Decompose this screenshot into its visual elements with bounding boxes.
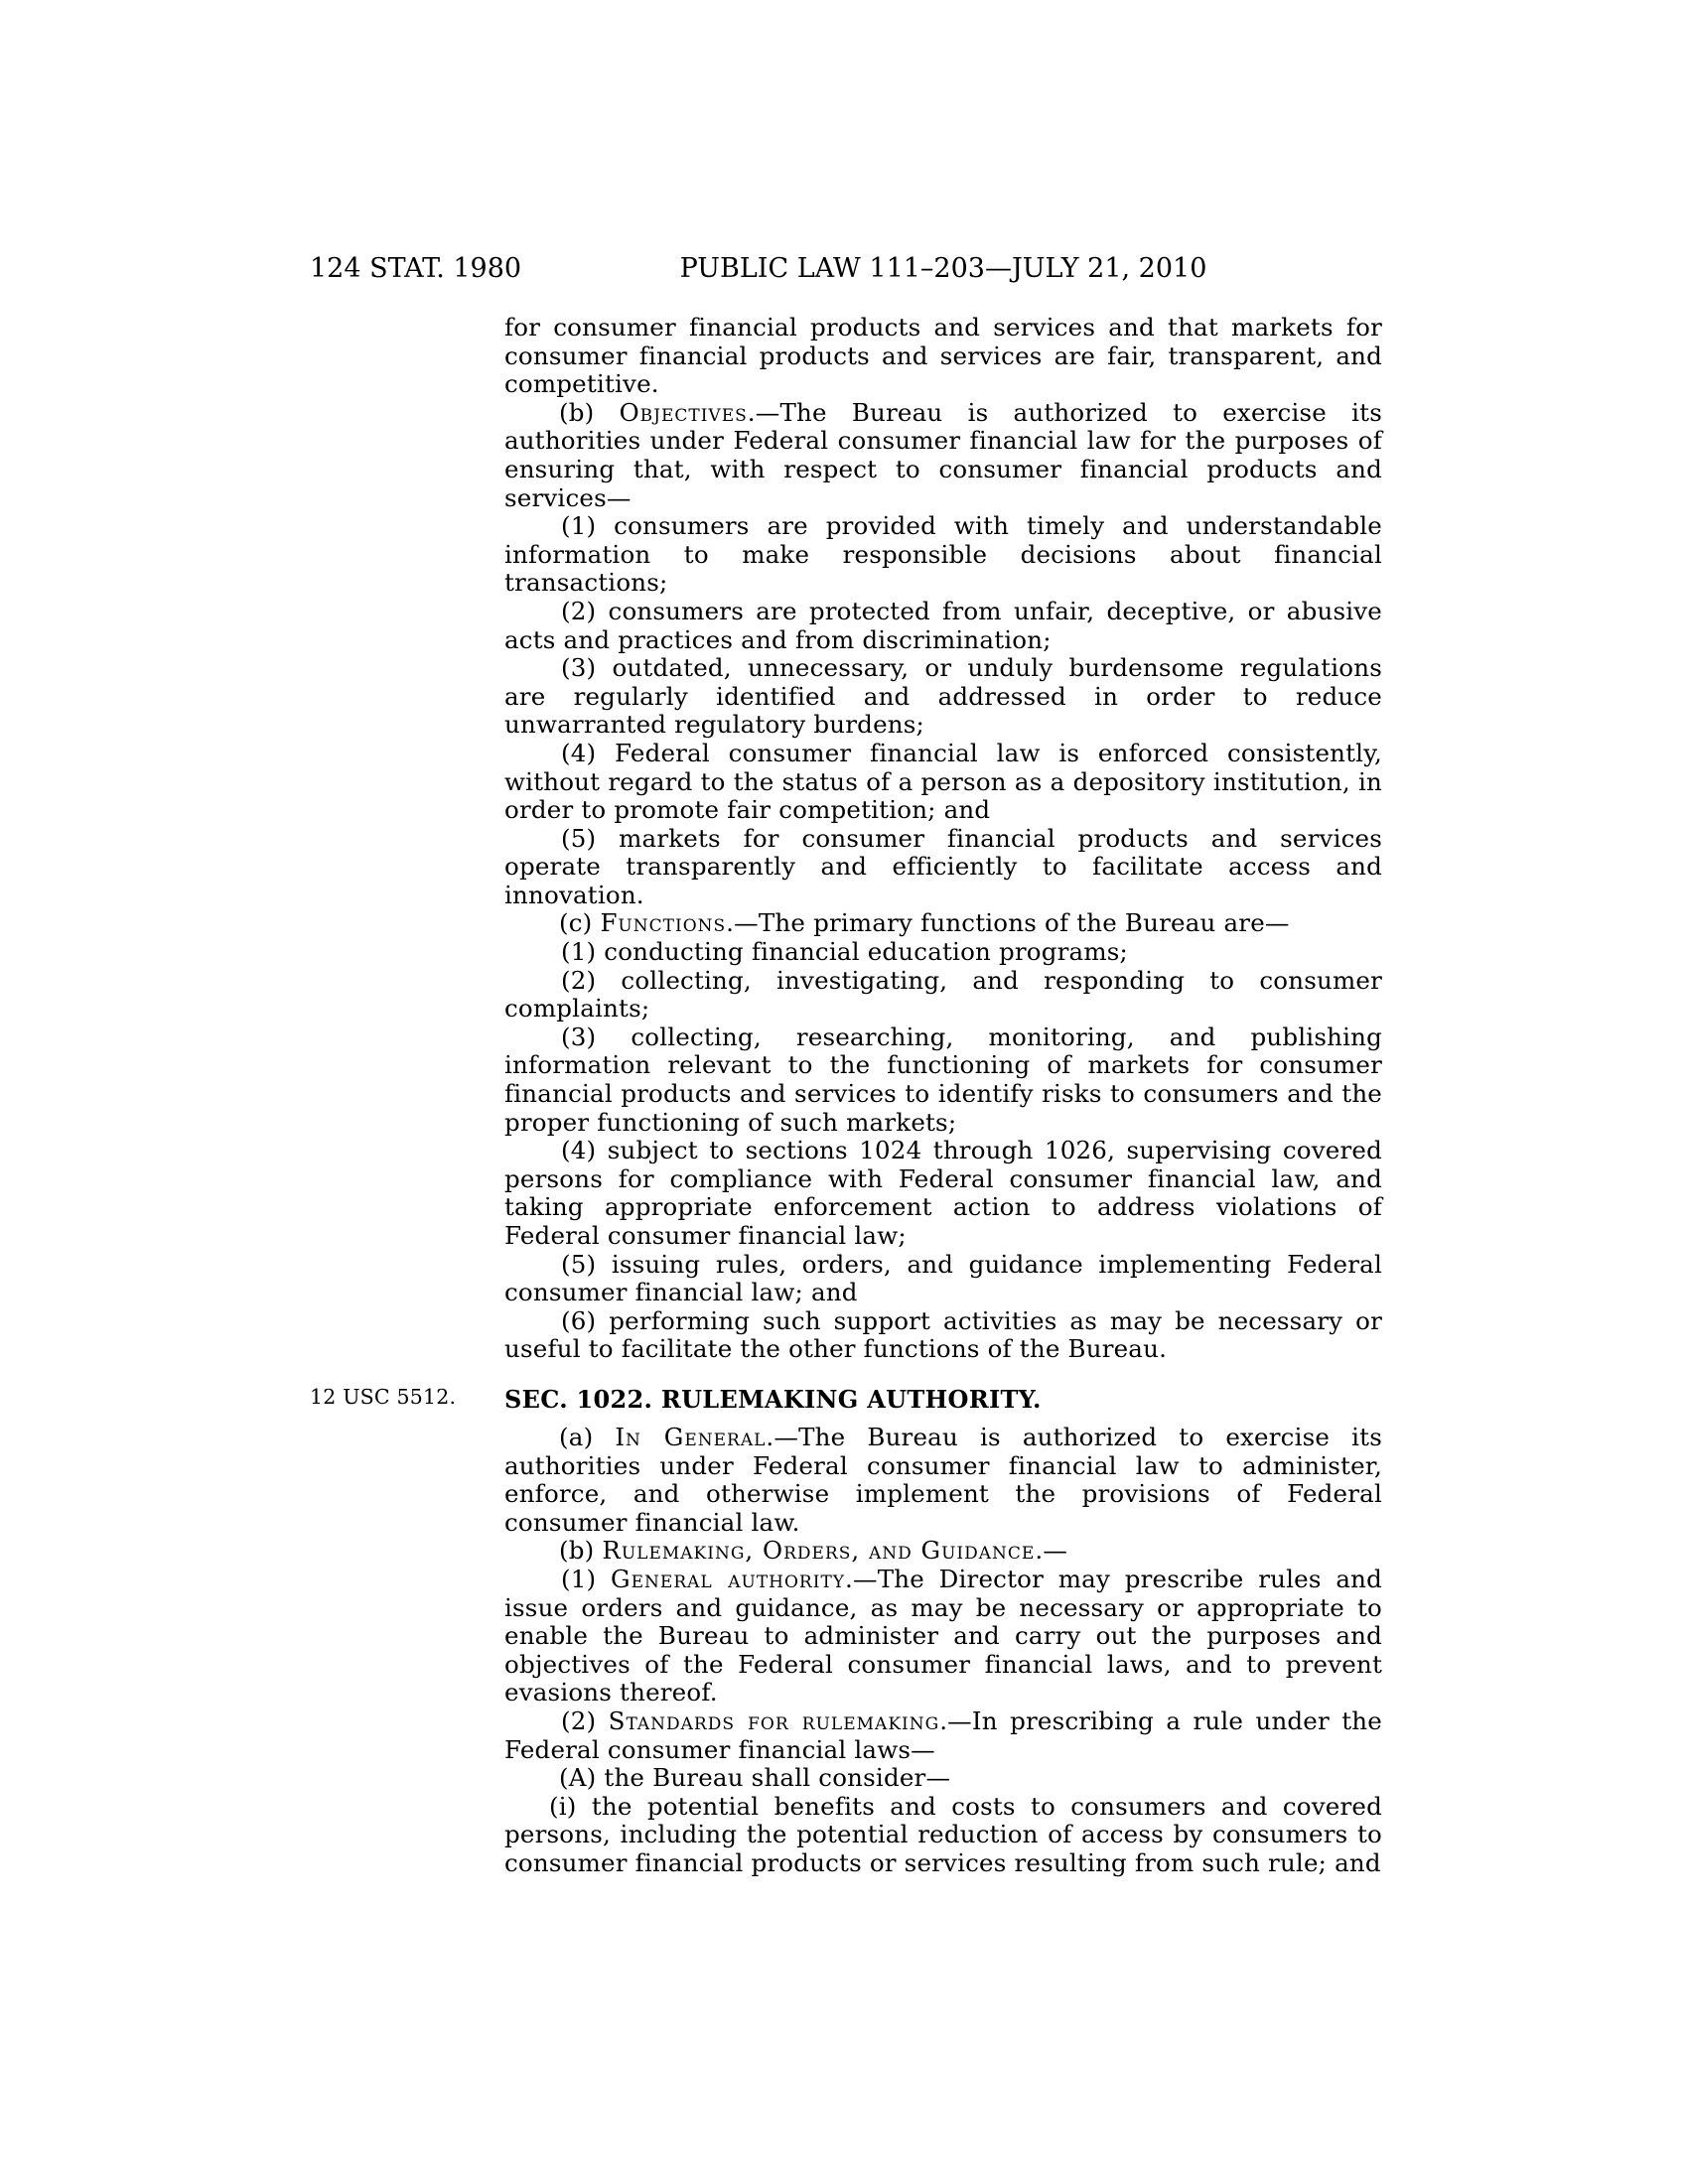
smallcaps-heading-segment: Objectives [619, 397, 748, 427]
text-segment: (6) performing such support activities as may be necessary or useful to facilitate the other functions of the Bureau. [504, 1305, 1382, 1364]
text-segment: (2) consumers are protected from unfair, deceptive, or abusive acts and practices and from discrimination; [504, 596, 1382, 654]
text-segment: (1) conducting financial education programs; [561, 937, 1129, 967]
smallcaps-heading-segment: In General [615, 1422, 767, 1451]
text-segment: (2) collecting, investigating, and responding to consumer complaints; [504, 965, 1382, 1024]
statute-paragraph [504, 1307, 1382, 1364]
smallcaps-heading-segment: Functions [600, 908, 727, 938]
statute-paragraph [504, 740, 1382, 825]
statute-paragraph [504, 1537, 1382, 1566]
statute-paragraph [504, 598, 1382, 654]
text-segment: .—The Director may prescribe rules and issue orders and guidance, as may be necessary or appropriate to enable the Bureau to administer and carry out the purposes and objectives of the Federal consumer financial laws, and to prevent evasions thereof. [504, 1564, 1383, 1707]
text-segment: .—In prescribing a rule under the Federal consumer financial laws— [504, 1706, 1382, 1764]
running-header [310, 254, 1382, 288]
usc-margin-note: 12 USC 5512. [310, 1384, 457, 1409]
statute-paragraph [504, 909, 1382, 938]
smallcaps-heading-segment: Standards for rulemaking [608, 1706, 940, 1735]
stat-page-number: 124 STAT. 1980 [310, 253, 522, 284]
text-segment: .—The Bureau is authorized to exercise its authorities under Federal consumer financial law for the purposes of ensuring that, with respect to consumer financial products and services— [504, 397, 1382, 512]
text-segment: (2) [561, 1706, 609, 1735]
text-segment: for consumer financial products and services and that markets for consumer financial products and services are fair, transparent, and competitive. [504, 313, 1382, 399]
smallcaps-heading-segment: Rulemaking, Orders, and Guidance [602, 1536, 1036, 1566]
statute-paragraph [504, 825, 1382, 910]
statute-paragraph [504, 1424, 1382, 1537]
section-1022-text [504, 1424, 1382, 1878]
statute-text-column [310, 313, 1383, 1877]
section-heading-label: SEC. 1022. RULEMAKING AUTHORITY. [504, 1384, 1042, 1414]
text-segment: (i) the potential benefits and costs to consumers and covered persons, including the potential reduction of access by consumers to consumer financial products or services resulting from such rule; and [504, 1791, 1382, 1877]
text-segment: (5) issuing rules, orders, and guidance implementing Federal consumer financial law; and [504, 1249, 1382, 1307]
section-1021-text [504, 314, 1382, 1364]
text-segment: (1) [561, 1564, 612, 1593]
law-title: PUBLIC LAW 111–203—JULY 21, 2010 [679, 253, 1207, 284]
statute-paragraph [504, 1566, 1382, 1707]
statute-paragraph [504, 399, 1382, 512]
text-segment: (b) [559, 1536, 603, 1566]
statute-paragraph [504, 314, 1382, 399]
text-segment: (3) collecting, researching, monitoring, and publishing information relevant to the functioning of markets for consumer financial products and services to identify risks to consumers and the proper functioning of such markets; [504, 1022, 1382, 1137]
text-segment: .— [1035, 1536, 1068, 1566]
statute-paragraph [504, 1251, 1382, 1307]
section-heading [310, 1384, 1382, 1414]
statute-paragraph [504, 654, 1382, 740]
text-segment: .—The Bureau is authorized to exercise its authorities under Federal consumer financial law to administer, enforce, and otherwise implement the provisions of Federal consumer financial law. [504, 1422, 1382, 1537]
statute-paragraph [504, 938, 1382, 967]
statute-paragraph [504, 1024, 1382, 1137]
smallcaps-heading-segment: General authority [611, 1564, 846, 1593]
text-segment: (4) subject to sections 1024 through 1026, supervising covered persons for compliance with Federal consumer financial law, and taking appropriate enforcement action to address violations of Federal consumer financial law; [504, 1136, 1382, 1250]
text-segment: (4) Federal consumer financial law is enforced consistently, without regard to the status of a person as a depository institution, in order to promote fair competition; and [504, 738, 1382, 825]
statute-paragraph [504, 1137, 1382, 1250]
text-segment: (A) the Bureau shall consider— [559, 1763, 951, 1793]
text-segment: (a) [559, 1422, 616, 1451]
statute-paragraph [504, 1707, 1382, 1764]
statute-paragraph [504, 1764, 1382, 1793]
text-segment: .—The primary functions of the Bureau are— [726, 908, 1290, 938]
statute-paragraph [504, 512, 1382, 598]
statute-paragraph [504, 1793, 1382, 1878]
statute-paragraph [504, 967, 1382, 1024]
text-segment: (c) [559, 908, 601, 938]
text-segment: (5) markets for consumer financial products and services operate transparently and efficiently to facilitate access and innovation. [504, 823, 1382, 909]
text-segment: (3) outdated, unnecessary, or unduly burdensome regulations are regularly identified and addressed in order to reduce unwarranted regulatory burdens; [504, 653, 1382, 740]
text-segment: (b) [559, 397, 620, 427]
text-segment: (1) consumers are provided with timely and understandable information to make responsible decisions about financial transactions; [504, 511, 1382, 598]
